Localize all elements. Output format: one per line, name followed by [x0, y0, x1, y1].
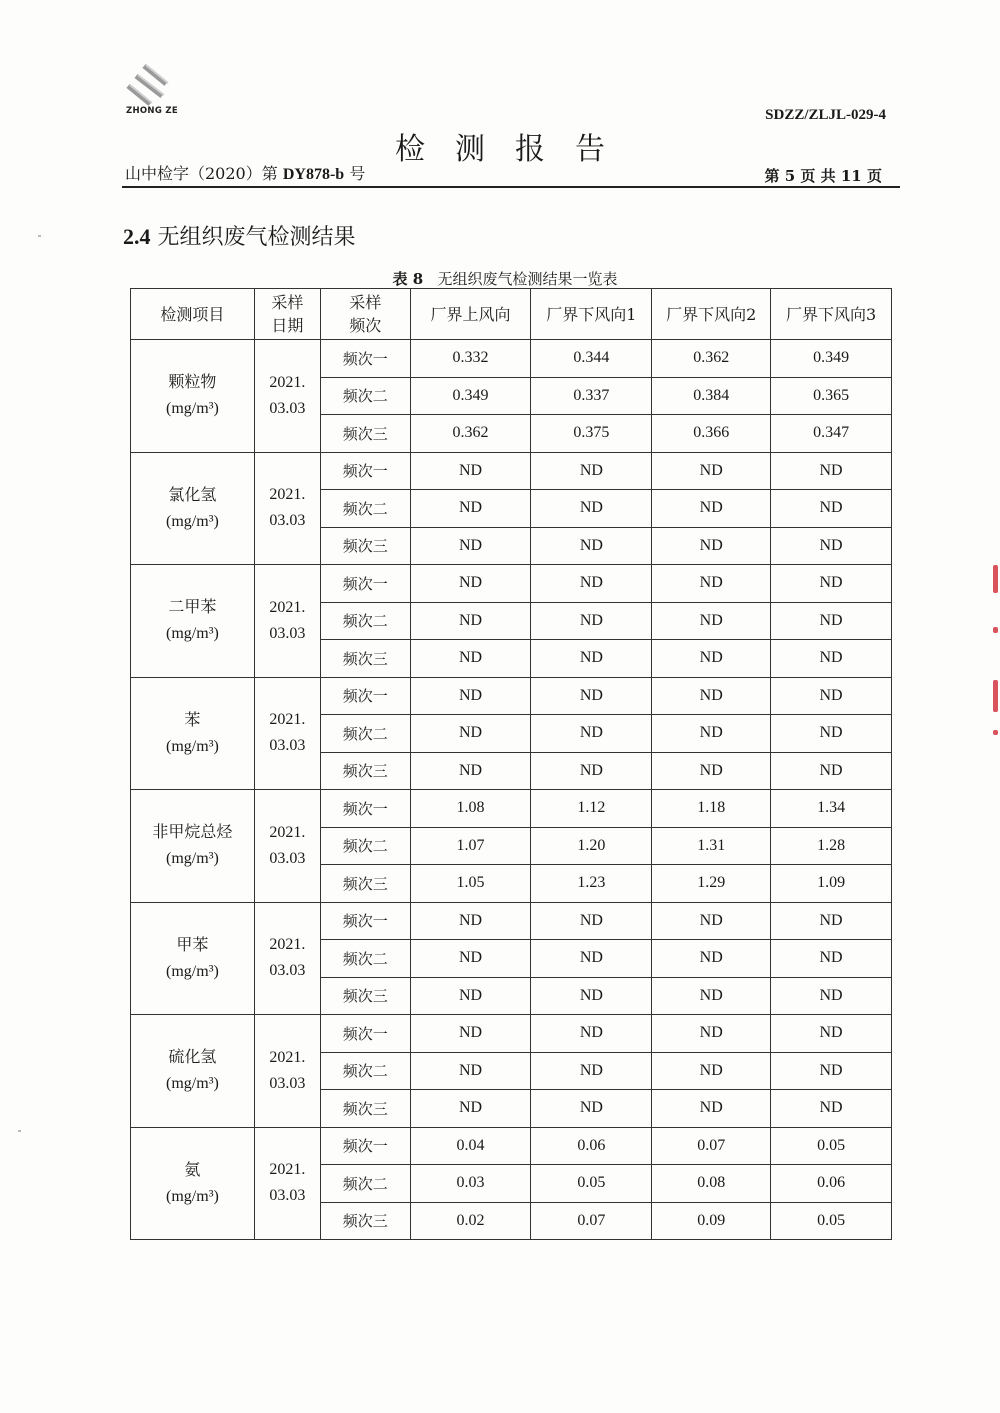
frequency-cell: 频次二	[320, 490, 410, 528]
value-cell: ND	[531, 715, 652, 753]
section-number: 2.4	[123, 224, 151, 249]
sampling-date-cell	[254, 1015, 320, 1128]
report-number-suffix: 号	[349, 164, 366, 183]
sampling-date-cell	[254, 340, 320, 453]
page-label-prefix: 第	[764, 167, 780, 185]
emission-results-table	[130, 288, 892, 1240]
date-line-1: 2021.	[269, 936, 306, 954]
value-cell: ND	[771, 715, 892, 753]
value-cell: 0.05	[531, 1165, 652, 1203]
value-cell: 0.337	[531, 377, 652, 415]
pollutant-unit: (mg/m³)	[166, 962, 219, 980]
table-row	[131, 677, 892, 715]
value-cell: ND	[771, 640, 892, 678]
table-caption-text: 无组织废气检测结果一览表	[437, 270, 618, 288]
value-cell: ND	[771, 677, 892, 715]
pollutant-name: 甲苯	[176, 934, 209, 954]
value-cell: ND	[531, 1052, 652, 1090]
value-cell: 0.07	[652, 1127, 771, 1165]
frequency-cell: 频次一	[320, 677, 410, 715]
value-cell: 0.09	[652, 1202, 771, 1240]
value-cell: ND	[410, 977, 531, 1015]
pollutant-name: 非甲烷总烃	[152, 822, 233, 842]
value-cell: ND	[652, 565, 771, 603]
value-cell: ND	[531, 677, 652, 715]
value-cell: ND	[410, 452, 531, 490]
date-line-2: 03.03	[269, 1074, 306, 1092]
frequency-cell: 频次三	[320, 752, 410, 790]
table-caption	[0, 268, 1000, 289]
logo-text: ZHONG ZE	[126, 106, 178, 116]
value-cell: 1.07	[410, 827, 531, 865]
date-line-1: 2021.	[269, 486, 306, 504]
pollutant-unit: (mg/m³)	[166, 512, 219, 530]
pollutant-unit: (mg/m³)	[166, 737, 219, 755]
frequency-cell: 频次二	[320, 1165, 410, 1203]
value-cell: ND	[410, 640, 531, 678]
date-line-1: 2021.	[269, 711, 306, 729]
value-cell: ND	[771, 902, 892, 940]
frequency-cell: 频次二	[320, 940, 410, 978]
value-cell: ND	[531, 452, 652, 490]
value-cell: ND	[771, 490, 892, 528]
pollutant-cell	[131, 340, 255, 453]
frequency-cell: 频次二	[320, 1052, 410, 1090]
pollutant-cell	[131, 902, 255, 1015]
value-cell: ND	[410, 752, 531, 790]
pollutant-name: 苯	[184, 709, 201, 729]
value-cell: ND	[652, 1090, 771, 1128]
value-cell: 1.28	[771, 827, 892, 865]
pollutant-name: 硫化氢	[168, 1047, 217, 1067]
date-line-1: 2021.	[269, 598, 306, 616]
value-cell: ND	[652, 640, 771, 678]
value-cell: ND	[410, 940, 531, 978]
value-cell: 0.344	[531, 340, 652, 378]
pollutant-cell	[131, 677, 255, 790]
value-cell: ND	[652, 752, 771, 790]
date-line-2: 03.03	[269, 399, 306, 417]
page-total: 11	[840, 167, 862, 185]
value-cell: ND	[531, 940, 652, 978]
sampling-date-cell	[254, 790, 320, 903]
frequency-cell: 频次三	[320, 640, 410, 678]
value-cell: ND	[771, 527, 892, 565]
value-cell: ND	[652, 902, 771, 940]
document-title: 检测报告	[395, 132, 635, 167]
frequency-cell: 频次一	[320, 1127, 410, 1165]
section-title: 无组织废气检测结果	[157, 225, 356, 250]
value-cell: ND	[531, 640, 652, 678]
value-cell: 1.09	[771, 865, 892, 903]
value-cell: ND	[531, 565, 652, 603]
table-row	[131, 1127, 892, 1165]
seal-stamp-fragment	[992, 565, 1000, 740]
pollutant-cell	[131, 452, 255, 565]
value-cell: 1.23	[531, 865, 652, 903]
value-cell: 0.365	[771, 377, 892, 415]
page-label-mid: 页 共	[800, 167, 836, 185]
page-current: 5	[784, 167, 796, 185]
value-cell: ND	[652, 940, 771, 978]
frequency-cell: 频次二	[320, 715, 410, 753]
sampling-date-cell	[254, 902, 320, 1015]
page-label-suffix: 页	[866, 167, 882, 185]
date-line-2: 03.03	[269, 512, 306, 530]
section-heading	[123, 220, 356, 251]
table-row	[131, 902, 892, 940]
date-line-1: 2021.	[269, 373, 306, 391]
value-cell: ND	[531, 1015, 652, 1053]
pollutant-name: 颗粒物	[168, 372, 217, 392]
date-line-2: 03.03	[269, 849, 306, 867]
value-cell: ND	[410, 902, 531, 940]
value-cell: 1.29	[652, 865, 771, 903]
value-cell: 0.362	[410, 415, 531, 453]
frequency-cell: 频次一	[320, 340, 410, 378]
value-cell: ND	[652, 490, 771, 528]
frequency-cell: 频次三	[320, 977, 410, 1015]
value-cell: 0.05	[771, 1127, 892, 1165]
date-line-2: 03.03	[269, 737, 306, 755]
value-cell: 1.12	[531, 790, 652, 828]
date-line-1: 2021.	[269, 823, 306, 841]
value-cell: ND	[771, 1015, 892, 1053]
value-cell: ND	[410, 715, 531, 753]
frequency-cell: 频次一	[320, 452, 410, 490]
value-cell: ND	[771, 977, 892, 1015]
col-header-downwind-3: 厂界下风向3	[771, 289, 892, 340]
value-cell: 0.366	[652, 415, 771, 453]
frequency-cell: 频次二	[320, 602, 410, 640]
pollutant-unit: (mg/m³)	[166, 400, 219, 418]
sampling-date-cell	[254, 1127, 320, 1240]
pollutant-unit: (mg/m³)	[166, 1187, 219, 1205]
col-header-date: 采样 日期	[254, 289, 320, 340]
value-cell: ND	[531, 977, 652, 1015]
value-cell: 0.07	[531, 1202, 652, 1240]
value-cell: 1.05	[410, 865, 531, 903]
value-cell: ND	[531, 752, 652, 790]
value-cell: ND	[531, 490, 652, 528]
frequency-cell: 频次一	[320, 790, 410, 828]
value-cell: 0.362	[652, 340, 771, 378]
scan-speck	[38, 235, 41, 237]
table-row	[131, 452, 892, 490]
frequency-cell: 频次三	[320, 865, 410, 903]
pollutant-unit: (mg/m³)	[166, 625, 219, 643]
frequency-cell: 频次二	[320, 827, 410, 865]
value-cell: ND	[771, 940, 892, 978]
sampling-date-cell	[254, 677, 320, 790]
pollutant-cell	[131, 790, 255, 903]
header-divider	[122, 186, 900, 188]
frequency-cell: 频次三	[320, 527, 410, 565]
value-cell: 0.349	[410, 377, 531, 415]
date-line-2: 03.03	[269, 962, 306, 980]
scan-speck	[18, 1130, 21, 1132]
frequency-cell: 频次二	[320, 377, 410, 415]
value-cell: ND	[410, 1015, 531, 1053]
frequency-cell: 频次一	[320, 1015, 410, 1053]
table-row	[131, 1015, 892, 1053]
frequency-cell: 频次三	[320, 1090, 410, 1128]
value-cell: ND	[531, 1090, 652, 1128]
value-cell: 1.18	[652, 790, 771, 828]
value-cell: 0.04	[410, 1127, 531, 1165]
value-cell: ND	[652, 527, 771, 565]
value-cell: ND	[652, 677, 771, 715]
value-cell: ND	[771, 602, 892, 640]
value-cell: 0.347	[771, 415, 892, 453]
table-header-row	[131, 289, 892, 340]
pollutant-cell	[131, 565, 255, 678]
pollutant-name: 氯化氢	[168, 484, 217, 504]
value-cell: 0.06	[531, 1127, 652, 1165]
report-number	[125, 161, 365, 184]
pollutant-name: 氨	[184, 1159, 201, 1179]
col-header-frequency: 采样 频次	[320, 289, 410, 340]
value-cell: ND	[652, 977, 771, 1015]
value-cell: 1.34	[771, 790, 892, 828]
pollutant-cell	[131, 1015, 255, 1128]
value-cell: ND	[410, 677, 531, 715]
col-header-downwind-2: 厂界下风向2	[652, 289, 771, 340]
frequency-cell: 频次一	[320, 565, 410, 603]
table-number: 表 8	[392, 270, 424, 288]
value-cell: ND	[652, 602, 771, 640]
value-cell: ND	[410, 527, 531, 565]
table-row	[131, 340, 892, 378]
value-cell: ND	[410, 490, 531, 528]
value-cell: ND	[771, 752, 892, 790]
value-cell: 0.349	[771, 340, 892, 378]
frequency-cell: 频次三	[320, 415, 410, 453]
value-cell: 0.02	[410, 1202, 531, 1240]
document-code: SDZZ/ZLJL-029-4	[765, 107, 886, 123]
value-cell: ND	[531, 527, 652, 565]
value-cell: ND	[652, 1052, 771, 1090]
value-cell: ND	[771, 565, 892, 603]
pollutant-unit: (mg/m³)	[166, 850, 219, 868]
value-cell: ND	[652, 452, 771, 490]
value-cell: 0.05	[771, 1202, 892, 1240]
report-number-prefix: 山中检字（2020）第	[125, 164, 278, 183]
value-cell: ND	[652, 1015, 771, 1053]
value-cell: 1.31	[652, 827, 771, 865]
report-number-code: DY878-b	[282, 166, 345, 183]
pollutant-name: 二甲苯	[168, 597, 217, 617]
value-cell: ND	[771, 1090, 892, 1128]
sampling-date-cell	[254, 565, 320, 678]
value-cell: ND	[410, 602, 531, 640]
value-cell: ND	[410, 1052, 531, 1090]
value-cell: ND	[531, 902, 652, 940]
value-cell: 0.06	[771, 1165, 892, 1203]
value-cell: ND	[771, 1052, 892, 1090]
table-row	[131, 790, 892, 828]
date-line-2: 03.03	[269, 1187, 306, 1205]
page-indicator	[764, 165, 882, 186]
frequency-cell: 频次一	[320, 902, 410, 940]
value-cell: ND	[771, 452, 892, 490]
value-cell: 0.375	[531, 415, 652, 453]
value-cell: ND	[410, 1090, 531, 1128]
table-row	[131, 565, 892, 603]
value-cell: 0.384	[652, 377, 771, 415]
col-header-downwind-1: 厂界下风向1	[531, 289, 652, 340]
col-header-item: 检测项目	[131, 289, 255, 340]
value-cell: 1.20	[531, 827, 652, 865]
pollutant-cell	[131, 1127, 255, 1240]
value-cell: 1.08	[410, 790, 531, 828]
col-header-upwind: 厂界上风向	[410, 289, 531, 340]
pollutant-unit: (mg/m³)	[166, 1075, 219, 1093]
value-cell: ND	[531, 602, 652, 640]
value-cell: 0.332	[410, 340, 531, 378]
value-cell: ND	[652, 715, 771, 753]
date-line-2: 03.03	[269, 624, 306, 642]
value-cell: 0.08	[652, 1165, 771, 1203]
date-line-1: 2021.	[269, 1048, 306, 1066]
date-line-1: 2021.	[269, 1161, 306, 1179]
value-cell: 0.03	[410, 1165, 531, 1203]
value-cell: ND	[410, 565, 531, 603]
sampling-date-cell	[254, 452, 320, 565]
frequency-cell: 频次三	[320, 1202, 410, 1240]
